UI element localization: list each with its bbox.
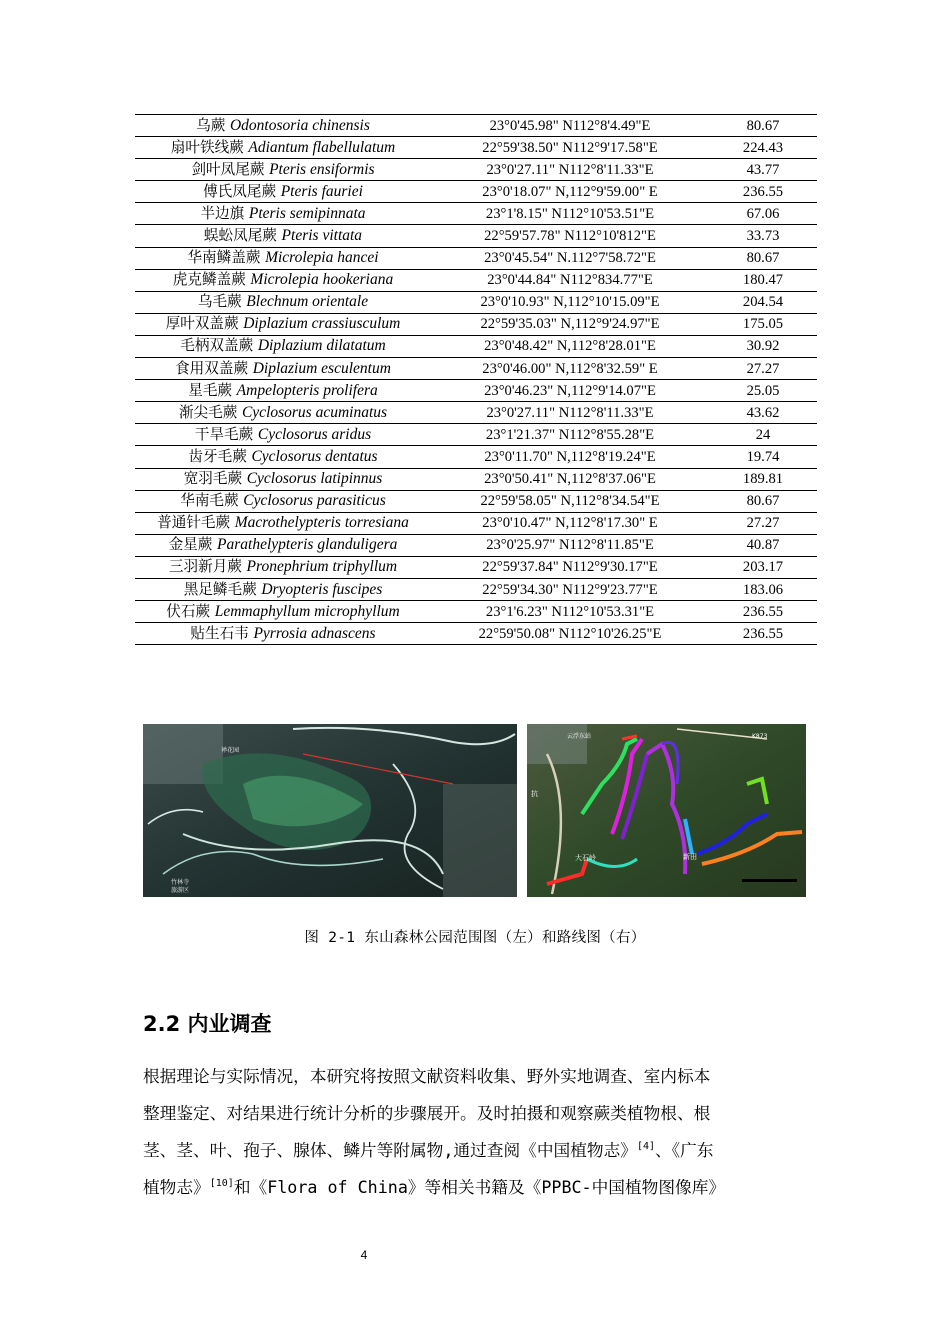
coordinate-cell: 22°59'37.84" N112°9'30.17"E (482, 559, 658, 576)
species-latin-name: Cyclosorus dentatus (251, 447, 378, 465)
paragraph-text: 植物志》 (143, 1177, 210, 1197)
table-row (135, 313, 817, 335)
coordinate-cell: 22°59'35.03" N,112°9'24.97"E (480, 316, 660, 333)
table-row (135, 335, 817, 357)
altitude-cell: 33.73 (746, 228, 780, 245)
species-name-cell (135, 115, 431, 137)
table-row (135, 402, 817, 424)
table-row (135, 578, 817, 600)
altitude-cell: 236.55 (742, 603, 784, 620)
species-chinese-name: 齿牙毛蕨 (188, 447, 247, 465)
altitude-cell: 189.81 (742, 471, 784, 488)
species-chinese-name: 毛柄双盖蕨 (180, 337, 254, 355)
altitude-cell: 80.67 (746, 117, 780, 134)
coordinate-cell: 23°0'45.98" N112°8'4.49"E (489, 117, 651, 134)
citation-ref[interactable]: [10] (209, 1178, 234, 1189)
species-latin-name: Diplazium dilatatum (257, 337, 386, 355)
altitude-cell: 236.55 (742, 183, 784, 200)
species-name-cell (135, 490, 431, 512)
species-chinese-name: 食用双盖蕨 (175, 359, 249, 377)
map-label-bottom: 旅游区 (171, 887, 190, 894)
altitude-cell: 25.05 (746, 382, 780, 399)
species-latin-name: Pyrrosia adnascens (253, 624, 376, 642)
species-latin-name: Diplazium crassiusculum (243, 315, 401, 333)
species-name-cell (135, 137, 431, 159)
altitude-cell: 236.55 (742, 625, 784, 642)
species-latin-name: Microlepia hancei (265, 249, 379, 267)
species-latin-name: Ampelopteris prolifera (236, 381, 378, 399)
coordinate-cell: 22°59'57.78" N112°10'812"E (484, 228, 656, 245)
species-name-cell (135, 159, 431, 181)
coordinate-cell: 22°59'38.50" N112°9'17.58"E (482, 139, 658, 156)
map-label-road: K873 (752, 733, 768, 740)
species-chinese-name: 乌蕨 (196, 116, 226, 134)
coordinate-cell: 23°1'8.15" N112°10'53.51"E (485, 205, 655, 222)
citation-ref[interactable]: [4] (636, 1141, 656, 1152)
park-boundary-map (143, 724, 517, 897)
species-latin-name: Lemmaphyllum microphyllum (214, 602, 400, 620)
coordinate-cell: 23°0'44.84" N112°834.77"E (487, 272, 653, 289)
altitude-cell: 183.06 (742, 581, 784, 598)
species-chinese-name: 渐尖毛蕨 (178, 403, 238, 421)
species-name-cell (135, 534, 431, 556)
coordinate-cell: 23°0'11.70" N,112°8'19.24"E (484, 448, 656, 465)
altitude-cell: 19.74 (746, 448, 780, 465)
species-name-cell (135, 446, 431, 468)
species-table-container (135, 114, 817, 645)
coordinate-cell: 22°59'50.08" N112°10'26.25"E (478, 625, 662, 642)
altitude-cell: 24 (755, 426, 771, 443)
species-latin-name: Pronephrium triphyllum (246, 558, 398, 576)
altitude-cell: 180.47 (742, 272, 784, 289)
species-name-cell (135, 313, 431, 335)
species-chinese-name: 普通针毛蕨 (157, 514, 231, 532)
page-number: 4 (360, 1248, 368, 1262)
table-row (135, 181, 817, 203)
table-row (135, 137, 817, 159)
species-chinese-name: 厚叶双盖蕨 (165, 315, 239, 333)
table-row (135, 490, 817, 512)
paragraph-text: 和《Flora of China》等相关书籍及《PPBC-中国植物图像库》 (233, 1177, 726, 1197)
table-row (135, 468, 817, 490)
species-name-cell (135, 203, 431, 225)
table-row (135, 601, 817, 623)
altitude-cell: 30.92 (746, 338, 780, 355)
species-chinese-name: 三羽新月蕨 (168, 558, 242, 576)
species-chinese-name: 剑叶凤尾蕨 (191, 160, 265, 178)
table-row (135, 203, 817, 225)
table-row (135, 115, 817, 137)
map-label-top: 禅花园 (221, 747, 240, 754)
species-chinese-name: 伏石蕨 (166, 602, 211, 620)
species-latin-name: Microlepia hookeriana (250, 271, 394, 289)
table-row (135, 424, 817, 446)
species-chinese-name: 蜈蚣凤尾蕨 (203, 227, 277, 245)
figure-caption: 图 2-1 东山森林公园范围图（左）和路线图（右） (304, 930, 646, 946)
species-name-cell (135, 291, 431, 313)
altitude-cell: 175.05 (742, 316, 784, 333)
coordinate-cell: 23°1'6.23" N112°10'53.31"E (485, 603, 655, 620)
table-row (135, 512, 817, 534)
altitude-cell: 43.62 (746, 404, 780, 421)
species-name-cell (135, 556, 431, 578)
species-name-cell (135, 402, 431, 424)
species-name-cell (135, 601, 431, 623)
species-name-cell (135, 578, 431, 600)
species-name-cell (135, 335, 431, 357)
species-chinese-name: 金星蕨 (168, 536, 213, 554)
species-latin-name: Parathelypteris glanduligera (217, 536, 398, 554)
section-paragraph (143, 1058, 811, 1206)
table-row (135, 247, 817, 269)
species-latin-name: Pteris semipinnata (248, 204, 366, 222)
species-name-cell (135, 225, 431, 247)
species-latin-name: Adiantum flabellulatum (248, 138, 396, 156)
species-name-cell (135, 358, 431, 380)
species-latin-name: Cyclosorus aridus (257, 425, 372, 443)
altitude-cell: 224.43 (742, 139, 784, 156)
species-latin-name: Pteris fauriei (280, 182, 363, 200)
map-label-bottom: 竹林寺 (171, 879, 190, 886)
species-chinese-name: 贴生石韦 (190, 624, 249, 642)
table-row (135, 446, 817, 468)
table-row (135, 291, 817, 313)
table-row (135, 623, 817, 645)
table-row (135, 358, 817, 380)
paragraph-line: 整理鉴定、对结果进行统计分析的步骤展开。及时拍摄和观察蕨类植物根、根 (143, 1103, 711, 1123)
species-name-cell (135, 269, 431, 291)
coordinate-cell: 23°0'27.11" N112°8'11.33"E (486, 404, 654, 421)
species-chinese-name: 虎克鳞盖蕨 (172, 271, 246, 289)
species-chinese-name: 乌毛蕨 (197, 293, 242, 311)
species-latin-name: Blechnum orientale (246, 293, 369, 311)
altitude-cell: 27.27 (746, 360, 780, 377)
table-row (135, 159, 817, 181)
species-table (135, 114, 817, 645)
coordinate-cell: 23°0'45.54" N.112°7'58.72"E (484, 250, 656, 267)
altitude-cell: 40.87 (746, 537, 780, 554)
species-latin-name: Pteris ensiformis (269, 160, 375, 178)
table-row (135, 556, 817, 578)
map-label-place2: 新田 (683, 853, 697, 861)
map-label-place1: 大石岭 (575, 854, 596, 862)
species-latin-name: Dryopteris fuscipes (261, 580, 383, 598)
altitude-cell: 80.67 (746, 493, 780, 510)
species-latin-name: Cyclosorus latipinnus (246, 470, 383, 488)
species-latin-name: Diplazium esculentum (252, 359, 391, 377)
altitude-cell: 27.27 (746, 515, 780, 532)
table-row (135, 225, 817, 247)
route-map (527, 724, 806, 897)
altitude-cell: 204.54 (742, 294, 784, 311)
species-latin-name: Macrothelypteris torresiana (234, 514, 409, 532)
species-chinese-name: 傅氏凤尾蕨 (203, 182, 277, 200)
coordinate-cell: 23°0'25.97" N112°8'11.85"E (486, 537, 654, 554)
coordinate-cell: 23°0'10.47" N,112°8'17.30" E (482, 515, 658, 532)
table-row (135, 534, 817, 556)
section-heading: 2.2 内业调查 (143, 1012, 272, 1036)
species-chinese-name: 扇叶铁线蕨 (170, 138, 244, 156)
coordinate-cell: 23°0'50.41" N,112°8'37.06"E (484, 471, 656, 488)
coordinate-cell: 23°0'46.00" N,112°8'32.59" E (482, 360, 658, 377)
altitude-cell: 80.67 (746, 250, 780, 267)
coordinate-cell: 23°0'48.42" N,112°8'28.01"E (484, 338, 656, 355)
species-chinese-name: 干旱毛蕨 (194, 425, 254, 443)
species-chinese-name: 半边旗 (200, 204, 245, 222)
species-chinese-name: 宽羽毛蕨 (183, 470, 243, 488)
table-row (135, 380, 817, 402)
species-name-cell (135, 181, 431, 203)
species-name-cell (135, 512, 431, 534)
altitude-cell: 67.06 (746, 205, 780, 222)
species-name-cell (135, 380, 431, 402)
altitude-cell: 43.77 (746, 161, 780, 178)
paragraph-line: 根据理论与实际情况，本研究将按照文献资料收集、野外实地调查、室内标本 (143, 1066, 711, 1086)
species-latin-name: Pteris vittata (281, 227, 363, 245)
paragraph-line (143, 1169, 811, 1206)
altitude-cell: 203.17 (742, 559, 784, 576)
species-name-cell (135, 247, 431, 269)
species-chinese-name: 华南鳞盖蕨 (187, 249, 261, 267)
coordinate-cell: 22°59'34.30" N112°9'23.77"E (482, 581, 658, 598)
species-chinese-name: 黑足鳞毛蕨 (183, 580, 257, 598)
coordinate-cell: 23°0'46.23" N,112°9'14.07"E (484, 382, 656, 399)
species-name-cell (135, 623, 431, 645)
species-chinese-name: 星毛蕨 (188, 381, 233, 399)
coordinate-cell: 23°0'18.07" N,112°9'59.00" E (482, 183, 658, 200)
map-label-station: 云浮东站 (567, 733, 592, 740)
coordinate-cell: 23°0'27.11" N112°8'11.33"E (486, 161, 654, 178)
paragraph-line (143, 1132, 811, 1169)
coordinate-cell: 23°0'10.93" N,112°10'15.09"E (480, 294, 660, 311)
coordinate-cell: 23°1'21.37" N112°8'55.28"E (485, 426, 655, 443)
species-latin-name: Cyclosorus acuminatus (241, 403, 388, 421)
species-latin-name: Cyclosorus parasiticus (243, 492, 386, 510)
species-name-cell (135, 468, 431, 490)
map-label-left: 抗 (531, 790, 538, 798)
paragraph-text: 、《广东 (655, 1140, 714, 1160)
paragraph-text: 茎、茎、叶、孢子、腺体、鳞片等附属物,通过查阅《中国植物志》 (143, 1140, 637, 1160)
species-chinese-name: 华南毛蕨 (180, 492, 239, 510)
table-row (135, 269, 817, 291)
species-name-cell (135, 424, 431, 446)
species-latin-name: Odontosoria chinensis (229, 116, 370, 134)
coordinate-cell: 22°59'58.05" N,112°8'34.54"E (480, 493, 660, 510)
